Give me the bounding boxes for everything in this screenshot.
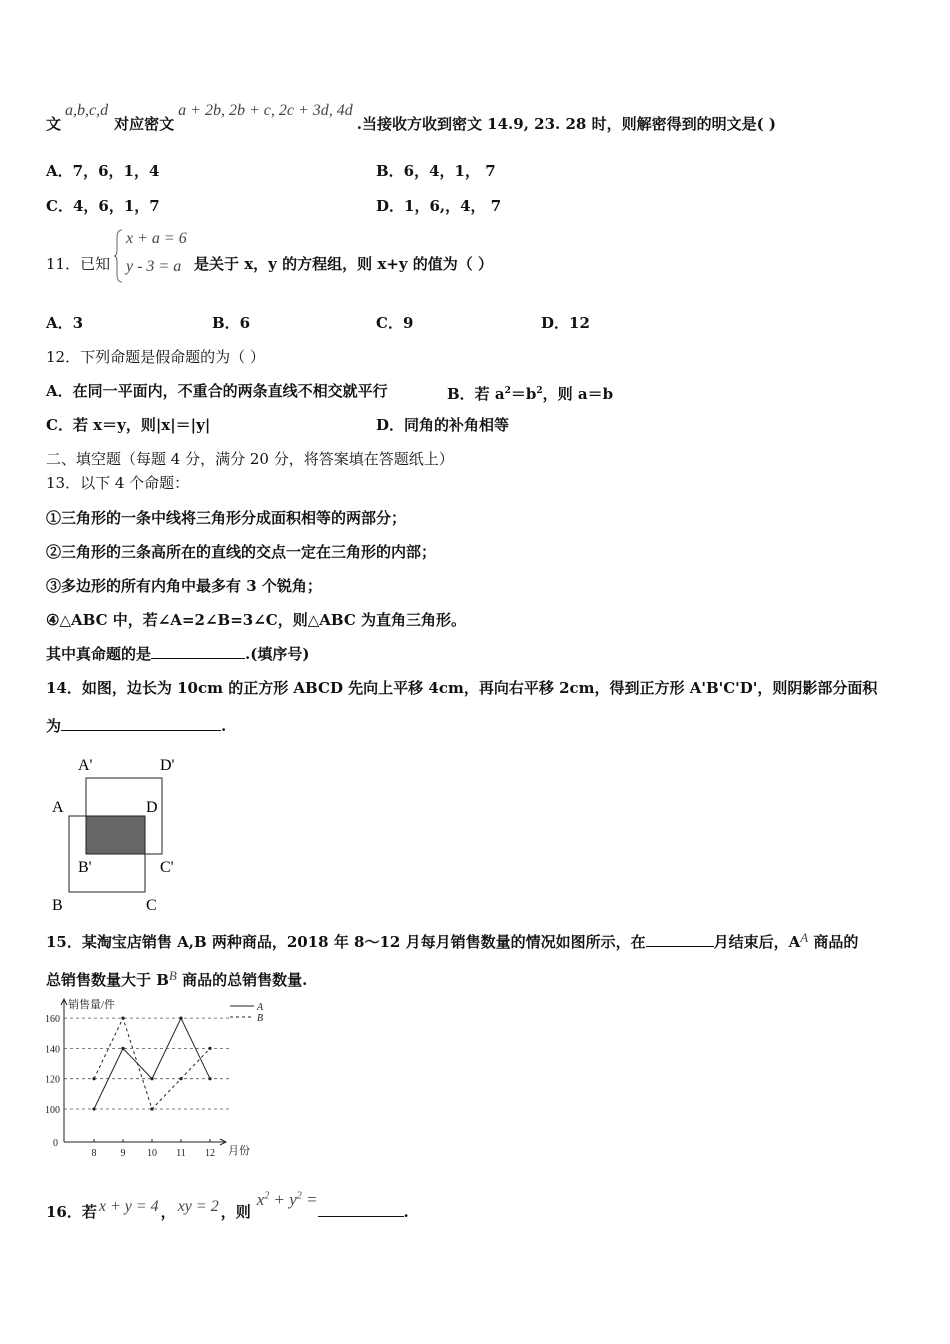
q12-optb-sup1: 2	[504, 386, 511, 396]
x-tick-label: 11	[176, 1148, 186, 1159]
q11-line	[46, 254, 110, 274]
q13-answer-blank[interactable]	[151, 644, 245, 659]
q16-y: y	[289, 1189, 297, 1209]
q16-sep: ，	[160, 1202, 176, 1221]
q16-plus: +	[269, 1189, 290, 1209]
q14-line2	[46, 716, 226, 736]
q14-line2-end: .	[221, 717, 227, 735]
data-point-B	[179, 1077, 182, 1080]
x-tick-label: 9	[120, 1148, 126, 1159]
q11-eq2: y - 3 = a	[126, 258, 182, 275]
data-point-B	[92, 1077, 95, 1080]
q11-option-a: A．3	[46, 314, 84, 332]
q11-option-b: B．6	[212, 314, 251, 332]
q14-line2-pre: 为	[46, 717, 62, 735]
data-point-B	[208, 1047, 211, 1050]
q10-cipher-expr: a + 2b, 2b + c, 2c + 3d, 4d	[178, 102, 353, 119]
y-tick-label: 0	[53, 1138, 58, 1149]
data-point-A	[92, 1107, 95, 1110]
y-tick-label: 120	[45, 1074, 60, 1086]
q13-item-1: ①三角形的一条中线将三角形分成面积相等的两部分；	[46, 509, 407, 527]
q12-optb-mid: ＝b	[510, 385, 537, 403]
q16-eq1: x + y = 4	[98, 1197, 159, 1215]
q16-eq: =	[301, 1189, 318, 1209]
q13-stem: 13．以下 4 个命题：	[46, 474, 190, 492]
q16-sup1: 2	[264, 1190, 270, 1201]
label-b: B	[52, 897, 63, 914]
q10-option-d: D．1，6,，4， 7	[376, 197, 502, 215]
q15-line1-end: 商品的	[808, 933, 859, 951]
q12-option-c: C．若 x＝y，则|x|＝|y|	[46, 416, 211, 434]
data-point-B	[121, 1017, 124, 1020]
q12-stem: 12．下列命题是假命题的为（ ）	[46, 348, 265, 366]
q10-prefix: 文	[46, 115, 62, 133]
q11-brace	[114, 228, 124, 284]
q16-eq2: xy = 2	[177, 1197, 219, 1215]
sales-chart	[40, 996, 280, 1161]
q15-line2	[46, 970, 307, 991]
q13-item-2: ②三角形的三条高所在的直线的交点一定在三角形的内部；	[46, 543, 437, 561]
q11-text: 是关于 x，y 的方程组，则 x+y 的值为（ ）	[194, 255, 493, 273]
q12-optb-post: ，则 a＝b	[542, 385, 614, 403]
q11-option-d: D．12	[541, 314, 590, 332]
q13-item-4: ④△ABC 中，若∠A=2∠B=3∠C，则△ABC 为直角三角形。	[46, 611, 467, 629]
q15-answer-blank[interactable]	[646, 932, 714, 947]
q14-figure	[40, 750, 200, 920]
label-b-prime: B'	[78, 859, 92, 876]
q12-option-b	[447, 381, 613, 404]
q10-option-b: B．6，4，1， 7	[376, 162, 496, 180]
q15-line2-pre: 总销售数量大于 B	[46, 971, 169, 989]
q12-optb-pre: B．若 a	[447, 385, 505, 403]
label-a-prime: A'	[78, 757, 93, 774]
legend-label-A: A	[257, 1002, 264, 1013]
data-point-B	[150, 1107, 153, 1110]
q10-line	[46, 102, 776, 138]
q13-ask	[46, 644, 309, 664]
q10-plain-vars: a,b,c,d	[65, 102, 109, 119]
data-point-A	[150, 1077, 153, 1080]
section2-heading: 二、填空题（每题 4 分，满分 20 分，将答案填在答题纸上）	[46, 450, 454, 468]
data-point-A	[208, 1077, 211, 1080]
label-a: A	[52, 799, 64, 816]
q16-answer-blank[interactable]	[318, 1202, 404, 1217]
series-line-B	[94, 1018, 210, 1109]
q15-line1-mid: 月结束后，A	[713, 933, 801, 951]
x-axis-label: 月份	[228, 1145, 250, 1157]
x-tick-label: 8	[91, 1148, 97, 1159]
q13-ask-text: 其中真命题的是	[46, 645, 152, 663]
q13-ask-end: .(填序号)	[245, 645, 310, 663]
q16-line	[46, 1189, 409, 1222]
legend-label-B: B	[257, 1013, 264, 1024]
q11-option-c: C．9	[376, 314, 414, 332]
q10-option-a: A．7，6，1，4	[46, 162, 160, 180]
label-c: C	[146, 897, 157, 914]
shaded-overlap	[86, 816, 145, 854]
data-point-A	[121, 1047, 124, 1050]
q10-suffix: .当接收方收到密文 14.9, 23. 28 时，则解密得到的明文是( )	[356, 115, 776, 133]
q10-option-c: C．4，6，1，7	[46, 197, 160, 215]
q13-item-3: ③多边形的所有内角中最多有 3 个锐角；	[46, 577, 322, 595]
q16-x: x	[256, 1189, 265, 1209]
q12-option-d: D．同角的补角相等	[376, 416, 510, 434]
q15-italic-b: B	[168, 968, 177, 983]
series-line-A	[94, 1018, 210, 1109]
q16-end: .	[403, 1202, 409, 1221]
label-d: D	[146, 799, 158, 816]
label-d-prime: D'	[160, 757, 175, 774]
q16-then: ，则	[220, 1202, 251, 1221]
q16-expr	[257, 1190, 318, 1209]
q11-number: 11．已知	[46, 255, 111, 273]
q15-line1	[46, 932, 858, 953]
q11-eq1: x + a = 6	[126, 230, 187, 247]
x-tick-label: 10	[147, 1148, 157, 1159]
q15-line1-pre: 15．某淘宝店销售 A,B 两种商品，2018 年 8～12 月每月销售数量的情况如图所示，在	[46, 933, 646, 951]
q12-option-a: A．在同一平面内，不重合的两条直线不相交就平行	[46, 382, 388, 400]
y-axis-label: 销售量/件	[68, 999, 116, 1011]
y-tick-label: 100	[45, 1105, 60, 1116]
y-tick-label: 140	[45, 1044, 60, 1056]
data-point-A	[179, 1017, 182, 1020]
q12-optb-sup2: 2	[536, 386, 543, 396]
q14-answer-blank[interactable]	[61, 716, 221, 731]
label-c-prime: C'	[160, 859, 174, 876]
q16-number: 16．若	[46, 1202, 97, 1221]
q14-line1: 14．如图，边长为 10cm 的正方形 ABCD 先向上平移 4cm，再向右平移 2cm，得到正方形 A'B'C'D'，则阴影部分面积	[46, 679, 878, 697]
q16-sup2: 2	[296, 1190, 302, 1201]
x-tick-label: 12	[205, 1148, 215, 1159]
q15-line2-end: 商品的总销售数量.	[176, 971, 308, 989]
y-tick-label: 160	[45, 1014, 60, 1026]
q10-mid: 对应密文	[114, 115, 175, 133]
q15-italic-a: A	[800, 930, 809, 945]
